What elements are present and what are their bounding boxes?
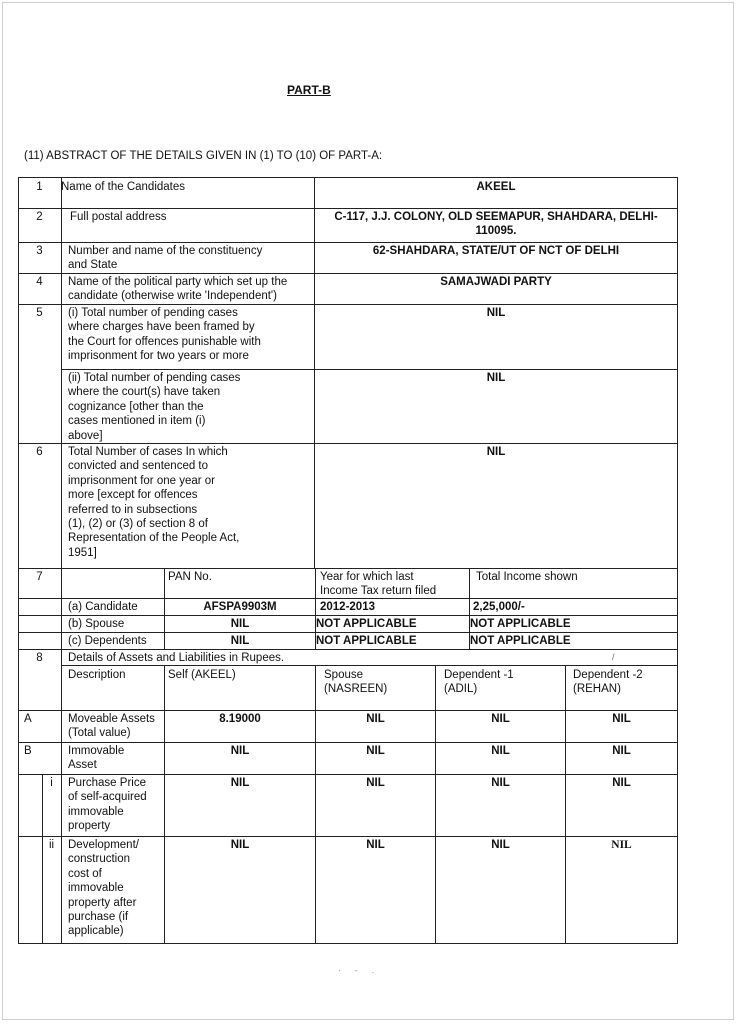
row-divider	[18, 710, 678, 711]
row-number: 8	[36, 652, 43, 664]
total-income-header: Total Income shown	[476, 571, 578, 583]
row-divider	[18, 242, 678, 243]
description-header: Description	[68, 669, 126, 681]
column-divider	[42, 774, 43, 944]
row-divider	[61, 369, 678, 370]
pending-cases-framed-value: NIL	[486, 307, 506, 319]
dependent-1-header: Dependent -1 (ADIL)	[444, 669, 514, 696]
table-border-left	[18, 177, 19, 944]
party-value: SAMAJWADI PARTY	[440, 276, 552, 288]
row-divider	[18, 632, 678, 633]
pan-header: PAN No.	[168, 571, 212, 583]
document-title: PART-B	[287, 83, 331, 97]
pending-cases-framed-label: (i) Total number of pending cases where charges have been framed by the Court for offences punishable with imprisonment for two years or more	[68, 307, 261, 363]
candidate-pan: AFSPA9903M	[203, 601, 277, 613]
candidate-name-value: AKEEL	[476, 181, 516, 193]
dependents-total-income: NOT APPLICABLE	[470, 635, 571, 647]
row-code: ii	[48, 839, 55, 851]
development-cost-self: NIL	[230, 839, 250, 851]
purchase-price-label: Purchase Price of self-acquired immovable property	[68, 777, 147, 833]
immovable-asset-spouse: NIL	[366, 745, 385, 757]
row-divider	[18, 208, 678, 209]
row-number: 5	[36, 307, 43, 319]
immovable-asset-dep2: NIL	[612, 745, 631, 757]
candidate-total-income: 2,25,000/-	[473, 601, 525, 613]
spouse-return-year: NOT APPLICABLE	[316, 618, 417, 630]
row-code: i	[50, 777, 53, 789]
row-divider	[18, 615, 678, 616]
moveable-assets-spouse: NIL	[366, 713, 385, 725]
row-divider	[18, 742, 678, 743]
row-divider	[18, 836, 678, 837]
pending-cases-cognizance-value: NIL	[486, 372, 506, 384]
moveable-assets-self: 8.19000	[219, 713, 261, 725]
development-cost-dep2: NIL	[611, 839, 632, 851]
scan-specks: · - .	[338, 966, 380, 975]
column-divider	[61, 177, 62, 944]
affidavit-table	[18, 177, 678, 944]
constituency-value: 62-SHAHDARA, STATE/UT OF NCT OF DELHI	[372, 245, 620, 257]
row-code: A	[24, 713, 32, 725]
row-divider	[18, 568, 678, 569]
candidate-name-label: Name of the Candidates	[61, 181, 186, 193]
purchase-price-dep1: NIL	[491, 777, 510, 789]
moveable-assets-dep2: NIL	[612, 713, 631, 725]
candidate-income-label: (a) Candidate	[68, 601, 138, 613]
purchase-price-dep2: NIL	[612, 777, 631, 789]
party-label: Name of the political party which set up the candidate (otherwise write 'Independent')	[68, 276, 288, 303]
row-divider	[18, 443, 678, 444]
row-number: 1	[36, 181, 43, 193]
tick-mark: /	[612, 652, 615, 662]
dependent-2-header: Dependent -2 (REHAN)	[573, 669, 643, 696]
row-number: 6	[36, 446, 43, 458]
spouse-pan: NIL	[230, 618, 250, 630]
row-number: 7	[36, 571, 43, 583]
purchase-price-self: NIL	[230, 777, 250, 789]
section-heading: (11) ABSTRACT OF THE DETAILS GIVEN IN (1) TO (10) OF PART-A:	[24, 150, 383, 162]
postal-address-label: Full postal address	[70, 211, 167, 223]
column-divider	[565, 665, 566, 944]
table-border-right	[677, 177, 678, 944]
convictions-label: Total Number of cases In which convicted and sentenced to imprisonment for one year or more [except for offences referred to in subsections (1), (2) or (3) of section 8 of Representation of the People Act, 1951]	[68, 446, 240, 559]
candidate-return-year: 2012-2013	[320, 601, 375, 613]
constituency-label: Number and name of the constituency and State	[68, 245, 263, 272]
pending-cases-cognizance-label: (ii) Total number of pending cases where the court(s) have taken cognizance [other than the cases mentioned in item (i) above]	[68, 372, 241, 442]
row-divider	[18, 774, 678, 775]
dependents-income-label: (c) Dependents	[68, 635, 147, 647]
dependents-return-year: NOT APPLICABLE	[316, 635, 417, 647]
spouse-header: Spouse (NASREEN)	[324, 669, 388, 696]
row-code: B	[24, 745, 32, 757]
dependents-pan: NIL	[230, 635, 250, 647]
column-divider	[315, 665, 316, 944]
assets-section-title: Details of Assets and Liabilities in Rupees.	[68, 652, 285, 664]
column-divider	[164, 665, 165, 944]
row-number: 4	[36, 276, 43, 288]
row-divider	[18, 273, 678, 274]
immovable-asset-self: NIL	[230, 745, 250, 757]
postal-address-value: C-117, J.J. COLONY, OLD SEEMAPUR, SHAHDARA, DELHI- 110095.	[334, 211, 658, 238]
year-header: Year for which last Income Tax return filed	[320, 571, 437, 598]
moveable-assets-label: Moveable Assets (Total value)	[68, 713, 155, 740]
development-cost-label: Development/ construction cost of immovable property after purchase (if applicable)	[68, 839, 139, 938]
row-number: 2	[36, 211, 43, 223]
development-cost-spouse: NIL	[366, 839, 385, 851]
convictions-value: NIL	[486, 446, 506, 458]
self-header: Self (AKEEL)	[168, 669, 236, 681]
table-border-bottom	[18, 943, 678, 944]
immovable-asset-label: Immovable Asset	[68, 745, 125, 772]
row-divider	[18, 649, 678, 650]
row-divider	[18, 304, 678, 305]
moveable-assets-dep1: NIL	[491, 713, 510, 725]
column-divider	[435, 665, 436, 944]
purchase-price-spouse: NIL	[366, 777, 385, 789]
immovable-asset-dep1: NIL	[491, 745, 510, 757]
development-cost-dep1: NIL	[491, 839, 510, 851]
spouse-total-income: NOT APPLICABLE	[470, 618, 571, 630]
row-number: 3	[36, 245, 43, 257]
spouse-income-label: (b) Spouse	[68, 618, 125, 630]
table-border-top	[18, 177, 678, 178]
